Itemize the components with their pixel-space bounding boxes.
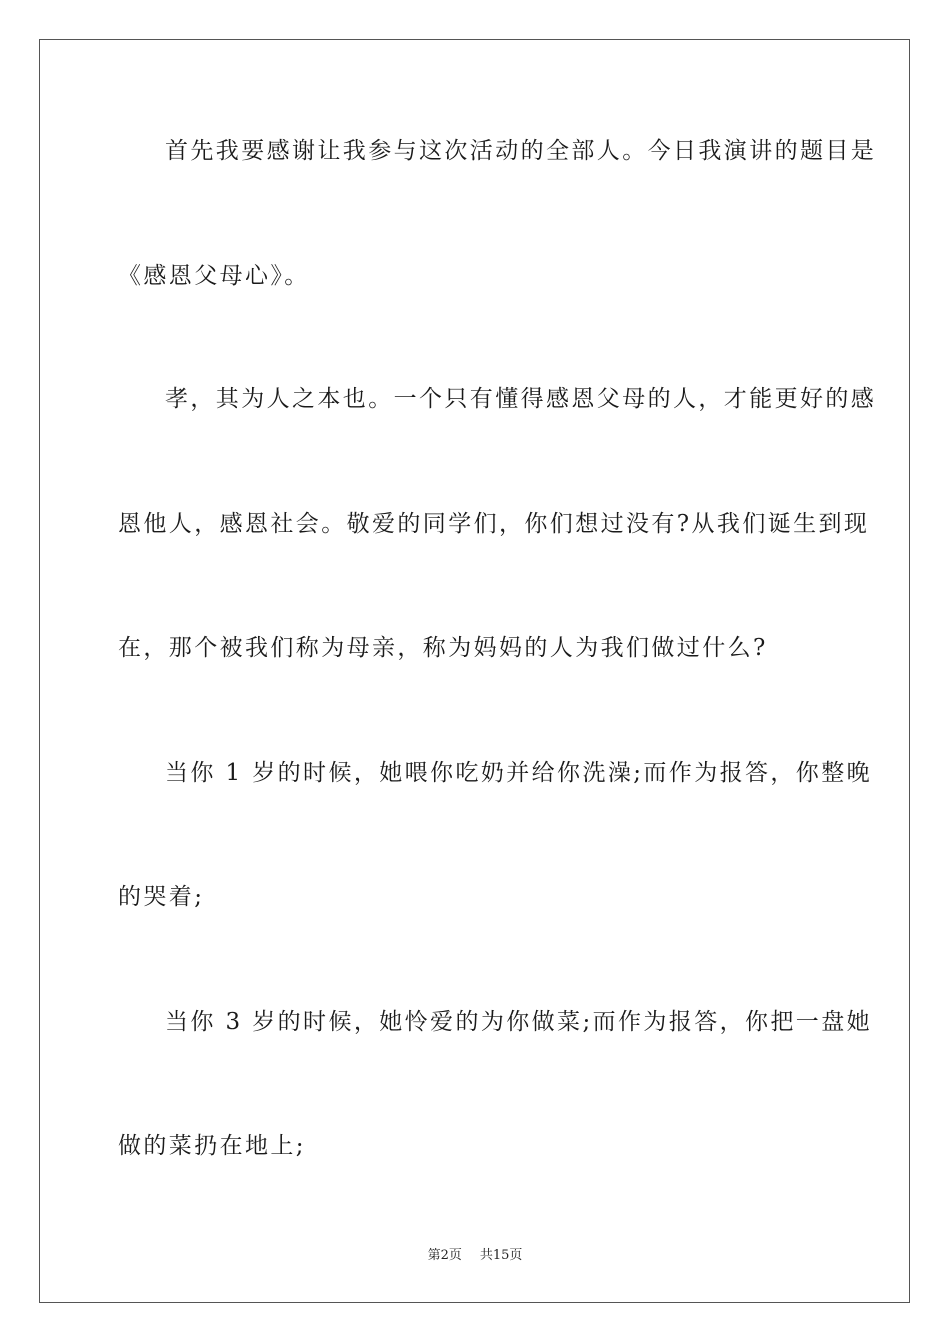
- paragraph-line: 在，那个被我们称为母亲，称为妈妈的人为我们做过什么?: [118, 635, 768, 661]
- paragraph-line: 的哭着;: [118, 884, 205, 910]
- paragraph-line: 首先我要感谢让我参与这次活动的全部人。今日我演讲的题目是: [165, 138, 877, 164]
- page-border: [39, 39, 910, 1303]
- paragraph-line: 做的菜扔在地上;: [118, 1133, 306, 1159]
- paragraph-line: 《感恩父母心》。: [118, 263, 310, 289]
- paragraph-line: 当你 3 岁的时候，她怜爱的为你做菜;而作为报答，你把一盘她: [165, 1009, 873, 1035]
- paragraph-line: 当你 1 岁的时候，她喂你吃奶并给你洗澡;而作为报答，你整晚: [165, 760, 873, 786]
- page-number: 第2页: [427, 1248, 462, 1263]
- paragraph-line: 恩他人，感恩社会。敬爱的同学们，你们想过没有?从我们诞生到现: [118, 511, 870, 537]
- paragraph-line: 孝，其为人之本也。一个只有懂得感恩父母的人，才能更好的感: [165, 386, 877, 412]
- page-total: 共15页: [479, 1248, 523, 1263]
- page-footer: [0, 1247, 950, 1265]
